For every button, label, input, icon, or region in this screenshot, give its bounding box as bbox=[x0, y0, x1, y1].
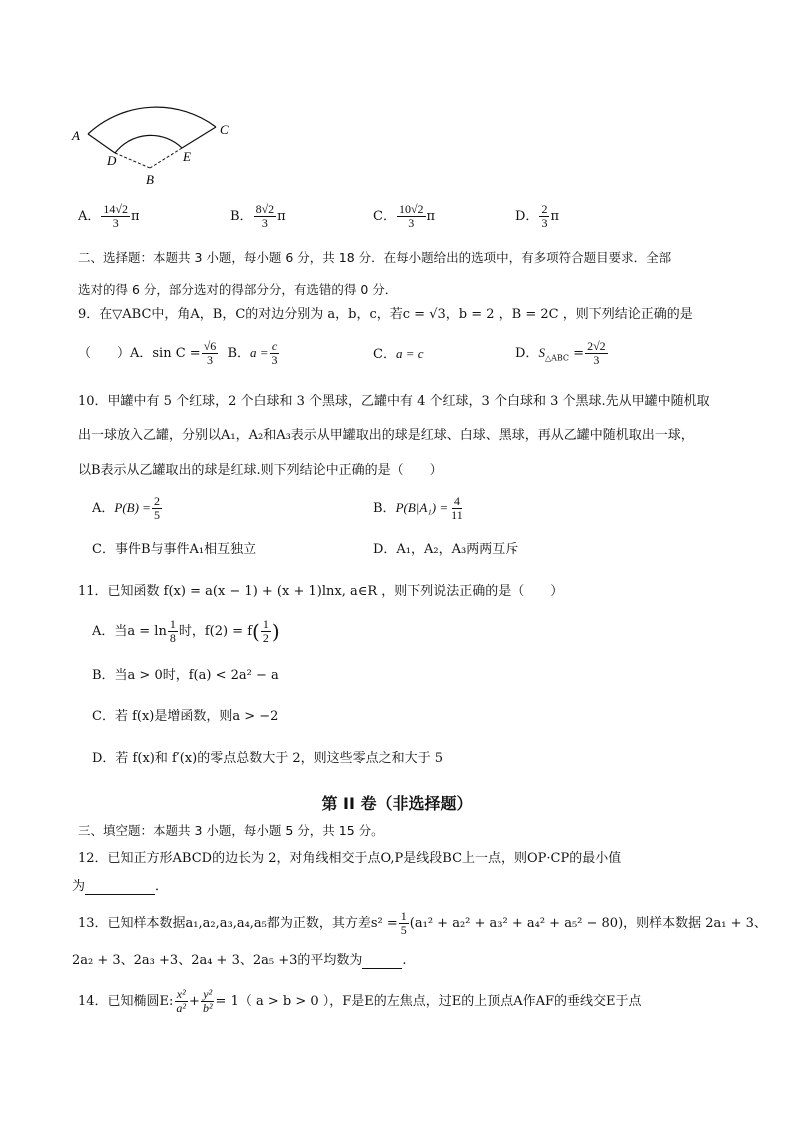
q12-answer-blank[interactable] bbox=[85, 880, 155, 895]
q8-d-den: 3 bbox=[541, 216, 548, 230]
q9-paren: （ ）A．sin C = bbox=[78, 346, 201, 361]
q8-option-c[interactable] bbox=[373, 203, 435, 230]
q8-option-a-label: A． bbox=[78, 209, 101, 224]
q9-c-expr: a = c bbox=[395, 346, 424, 361]
q9-b-num: c bbox=[271, 339, 278, 353]
q9-a-num: √6 bbox=[203, 339, 217, 353]
q9-d-sub: △ABC bbox=[544, 353, 570, 363]
q8-option-c-label: C． bbox=[373, 209, 396, 224]
q14-y-num: y² bbox=[203, 987, 213, 1001]
q10-b-den: 11 bbox=[451, 508, 463, 522]
q12-line2-post: ． bbox=[155, 879, 169, 894]
label-A: A bbox=[72, 128, 80, 143]
q9-b-den: 3 bbox=[271, 353, 278, 367]
q9-d-den: 3 bbox=[593, 353, 600, 367]
q11-a-frac1 bbox=[168, 618, 178, 645]
q9-a-frac bbox=[202, 340, 219, 367]
q10-b-label: B． bbox=[373, 501, 396, 516]
outer-arc bbox=[88, 107, 216, 134]
q9-b-frac bbox=[270, 340, 280, 367]
q9-option-c[interactable] bbox=[373, 346, 424, 363]
label-B: B bbox=[146, 172, 154, 187]
q8-option-b-label: B． bbox=[230, 209, 253, 224]
segment-AD bbox=[88, 134, 115, 153]
q9-d-num: 2√2 bbox=[587, 339, 606, 353]
q13-frac-num: 1 bbox=[400, 909, 407, 923]
q13-answer-blank[interactable] bbox=[362, 954, 402, 969]
q10-line1: 10．甲罐中有 5 个红球，2 个白球和 3 个黑球，乙罐中有 4 个红球，3 个白球和 3 个黑球.先从甲罐中随机取 bbox=[78, 394, 710, 409]
q14-y-den: b² bbox=[202, 1001, 213, 1015]
q10-b-expr: P(B|A₁) = bbox=[395, 500, 449, 515]
q10-line2: 出一球放入乙罐，分别以A₁，A₂和A₃表示从甲罐取出的球是红球、白球、黑球，再从乙罐中随机取出一球， bbox=[78, 428, 694, 443]
q11-a-num2: 1 bbox=[262, 617, 269, 631]
q11-option-a[interactable]: A．当a = ln $\frac{1}{8}$ 时，f(2) = f( $\frac{1}{2}$ ) bbox=[92, 617, 280, 645]
segment-CE bbox=[182, 127, 216, 148]
q8-d-num: 2 bbox=[541, 202, 548, 216]
q13-frac bbox=[399, 910, 409, 937]
q9-b-label: B． bbox=[227, 346, 250, 361]
q8-c-tail: π bbox=[426, 209, 436, 224]
section3-line: 三、填空题：本题共 3 小题，每小题 5 分，共 15 分。 bbox=[78, 823, 384, 838]
q9-option-a[interactable] bbox=[78, 339, 219, 367]
q10-option-d[interactable]: D．A₁，A₂，A₃两两互斥 bbox=[373, 542, 519, 557]
q11-a-frac2 bbox=[261, 618, 271, 645]
q8-option-d[interactable] bbox=[515, 203, 559, 230]
q12-line2 bbox=[72, 879, 168, 895]
q11-a-den2: 2 bbox=[262, 631, 269, 645]
q13-line1-post: (a₁² + a₂² + a₃² + a₄² + a₅² − 80)，则样本数据 2a₁ + 3、 bbox=[409, 916, 767, 931]
q9-b-expr: a = bbox=[250, 345, 269, 360]
section2-line1: 二、选择题：本题共 3 小题，每小题 6 分，共 18 分．在每小题给出的选项中，有多项符合题目要求．全部 bbox=[78, 250, 672, 265]
q10-option-a[interactable] bbox=[92, 495, 163, 522]
q10-a-label: A． bbox=[92, 501, 115, 516]
q8-d-tail: π bbox=[550, 209, 559, 224]
q13-line1 bbox=[78, 910, 767, 937]
q9-d-eq: = bbox=[573, 346, 585, 361]
q8-a-den: 3 bbox=[112, 216, 119, 230]
part2-title: 第 II 卷（非选择题） bbox=[321, 794, 473, 813]
q12-line2-pre: 为 bbox=[72, 879, 86, 894]
q14-line bbox=[78, 988, 642, 1015]
q8-c-num: 10√2 bbox=[398, 202, 424, 216]
q14-x-frac bbox=[174, 988, 188, 1015]
q8-option-b[interactable] bbox=[230, 203, 286, 230]
q9-stem: 9．在▽ABC中，角A，B，C的对边分别为 a，b，c，若c = √3，b = 2 ，B = 2C ，则下列结论正确的是 bbox=[78, 307, 693, 322]
q12-line1: 12．已知正方形ABCD的边长为 2，对角线相交于点O,P是线段BC上一点，则OP·CP的最小值 bbox=[78, 851, 622, 866]
q8-a-tail: π bbox=[130, 209, 140, 224]
label-D: D bbox=[107, 153, 117, 168]
q14-pre: 14．已知椭圆E: bbox=[78, 994, 174, 1009]
q10-option-b[interactable] bbox=[373, 495, 466, 522]
q11-option-b[interactable]: B．当a > 0时，f(a) < 2a² − a bbox=[92, 668, 279, 683]
q9-a-den: 3 bbox=[207, 353, 213, 367]
q13-line1-pre: 13．已知样本数据a₁,a₂,a₃,a₄,a₅都为正数，其方差s² = bbox=[78, 916, 398, 931]
q11-option-c[interactable]: C．若 f(x)是增函数，则a > −2 bbox=[92, 709, 279, 724]
label-E: E bbox=[183, 149, 191, 164]
q9-d-frac bbox=[585, 340, 608, 367]
q8-option-c-fraction bbox=[397, 203, 426, 230]
q8-b-num: 8√2 bbox=[255, 202, 275, 216]
inner-arc bbox=[115, 135, 182, 153]
q8-b-tail: π bbox=[277, 209, 286, 224]
q13-frac-den: 5 bbox=[400, 923, 407, 937]
q10-option-c[interactable]: C．事件B与事件A₁相互独立 bbox=[92, 542, 257, 557]
dashed-DB bbox=[115, 153, 150, 168]
q13-line2-pre: 2a₂ + 3、2a₃ +3、2a₄ + 3、2a₅ +3的平均数为 bbox=[72, 953, 363, 968]
q11-a-pre: A．当a = ln bbox=[92, 624, 167, 639]
q9-option-d[interactable] bbox=[515, 340, 609, 367]
q8-option-d-label: D． bbox=[515, 209, 539, 224]
q11-a-num1: 1 bbox=[169, 617, 176, 631]
q13-line2 bbox=[72, 953, 407, 969]
q11-option-d[interactable]: D．若 f(x)和 f′(x)的零点总数大于 2，则这些零点之和大于 5 bbox=[92, 751, 444, 766]
q10-line3: 以B表示从乙罐取出的球是红球.则下列结论中正确的是（ ） bbox=[78, 463, 443, 478]
q8-option-b-fraction bbox=[254, 203, 277, 230]
q8-option-a[interactable] bbox=[78, 203, 140, 230]
q13-line2-post: . bbox=[402, 953, 407, 968]
q10-a-frac bbox=[152, 495, 162, 522]
q11-a-den1: 8 bbox=[169, 631, 176, 645]
q8-b-den: 3 bbox=[261, 216, 268, 230]
q14-x-num: x² bbox=[176, 987, 186, 1001]
q10-a-num: 2 bbox=[153, 494, 160, 508]
q9-c-label: C． bbox=[373, 347, 396, 362]
q8-c-den: 3 bbox=[408, 216, 415, 230]
q10-b-frac bbox=[449, 495, 465, 522]
q9-d-label: D． bbox=[515, 346, 539, 361]
q10-a-den: 5 bbox=[153, 508, 160, 522]
sector-figure bbox=[70, 90, 250, 190]
section2-line2: 选对的得 6 分，部分选对的得部分分，有选错的得 0 分． bbox=[78, 282, 398, 297]
q11-a-mid: 时，f(2) = f bbox=[178, 624, 253, 639]
q8-option-a-fraction bbox=[101, 203, 130, 230]
q11-stem: 11．已知函数 f(x) = a(x − 1) + (x + 1)lnx, a∈R ，则下列说法正确的是（ ） bbox=[78, 584, 564, 599]
q9-option-b[interactable] bbox=[227, 339, 280, 367]
q8-a-num: 14√2 bbox=[103, 202, 128, 216]
q14-plus: + bbox=[189, 994, 200, 1009]
q8-option-d-fraction bbox=[539, 203, 549, 230]
q10-b-num: 4 bbox=[453, 494, 460, 508]
q9-d-expr: S bbox=[538, 345, 545, 360]
label-C: C bbox=[220, 122, 229, 137]
q14-x-den: a² bbox=[176, 1001, 187, 1015]
q10-a-expr: P(B) = bbox=[114, 500, 151, 515]
q14-y-frac bbox=[201, 988, 215, 1015]
q14-post: = 1（ a > b > 0 ），F是E的左焦点，过E的上顶点A作AF的垂线交E于点 bbox=[215, 994, 642, 1009]
dashed-EB bbox=[150, 148, 182, 168]
q9-options bbox=[78, 340, 281, 367]
